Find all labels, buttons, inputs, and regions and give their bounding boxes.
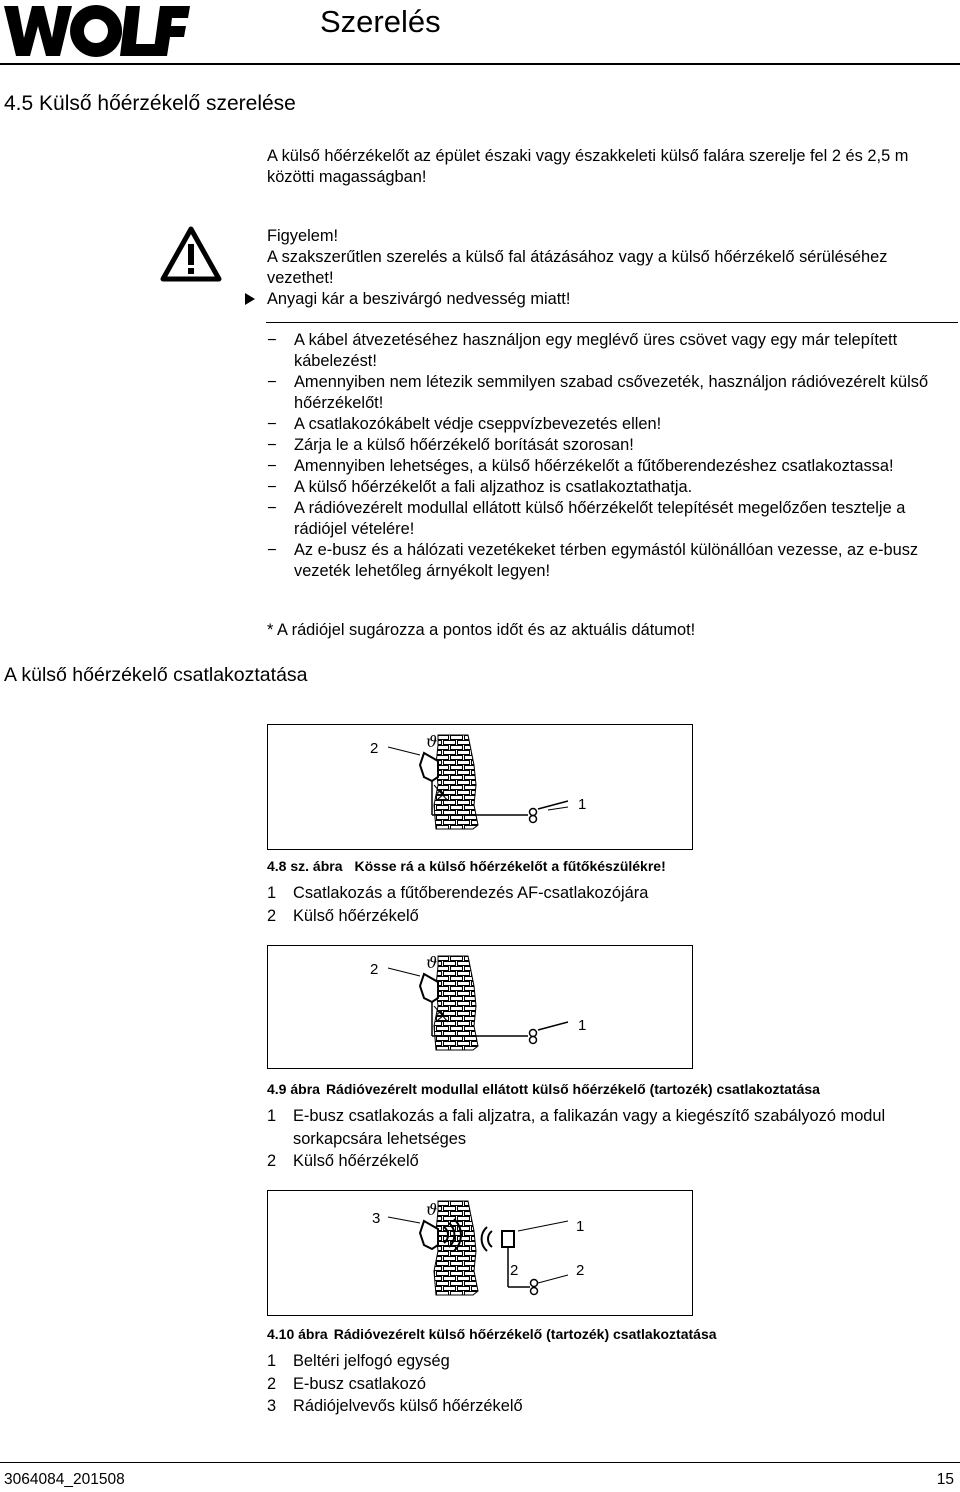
legend-item: 1 Beltéri jelfogó egység [267,1352,450,1370]
label-2a: 2 [370,961,379,978]
dash-marker: − [267,436,277,454]
figure-4-9 [267,945,693,1069]
figure-legend [267,1105,960,1173]
figure-legend [267,1350,960,1418]
label-3: 3 [372,1210,381,1227]
figure-4-8 [267,724,693,850]
dash-marker: − [267,478,277,496]
label-2b: 2 [436,1009,445,1026]
warning-divider [266,322,958,323]
warning-triangle-icon [160,226,222,282]
theta-symbol: ϑ [426,953,438,972]
theta-symbol: ϑ [426,1200,438,1219]
figure-4-10 [267,1190,693,1316]
note-text: * A rádiójel sugározza a pontos időt és az aktuális dátumot! [267,621,696,639]
list-item: − Az e-busz és a hálózati vezetékeket térben egymástól különállóan vezesse, az e-busz vezeték lehetőleg árnyékolt legyen! [267,541,919,580]
document-number: 3064084_201508 [4,1471,125,1488]
list-item: − A külső hőérzékelőt a fali aljzathoz is csatlakoztathatja. [267,478,693,496]
label-2b: 2 [576,1262,585,1279]
dash-marker: − [267,541,277,559]
figure-title: Rádióvezérelt modullal ellátott külső hőérzékelő (tartozék) csatlakoztatása [325,1081,820,1097]
label-1: 1 [578,1017,587,1034]
label-2b: 2 [436,788,445,805]
intro-paragraph: A külső hőérzékelőt az épület északi vagy északkeleti külső falára szerelje fel 2 és 2,5 m közötti magasságban! [267,147,909,186]
legend-item: 1 E-busz csatlakozás a fali aljzatra, a falikazán vagy a kiegészítő szabályozó modul sorkapcsára lehetséges [267,1107,886,1148]
list-item: − Zárja le a külső hőérzékelő borítását szorosan! [267,436,634,454]
figure-legend [267,882,960,927]
legend-item: 3 Rádiójelvevős külső hőérzékelő [267,1397,523,1415]
list-item: − Amennyiben nem létezik semmilyen szabad csővezeték, használjon rádióvezérelt külső hőérzékelőt! [267,373,929,412]
dash-marker: − [267,499,277,517]
section-title: 4.5 Külső hőérzékelő szerelése [4,92,296,115]
list-item: − A kábel átvezetéséhez használjon egy meglévő üres csövet vagy egy már telepített kábelezést! [267,331,898,370]
dash-marker: − [267,457,277,475]
label-2a: 2 [510,1262,519,1279]
arrow-bullet-icon [245,293,255,305]
list-item: − A csatlakozókábelt védje cseppvízbevezetés ellen! [267,415,662,433]
figure-number: 4.10 ábra [267,1326,328,1342]
list-item: − A rádióvezérelt modullal ellátott külső hőérzékelőt telepítését megelőzően tesztelje a rádiójel vételére! [267,499,906,538]
figure-4-10-diagram [268,1191,692,1315]
figure-caption [267,858,666,874]
warning-block [267,226,957,310]
footer-divider [0,1462,960,1463]
legend-item: 2 Külső hőérzékelő [267,906,419,925]
figure-caption [267,1326,717,1342]
legend-item: 1 Csatlakozás a fűtőberendezés AF-csatlakozójára [267,884,649,902]
page-number: 15 [936,1471,954,1488]
side-heading: A külső hőérzékelő csatlakoztatása [4,664,308,686]
warning-title: Figyelem! [267,227,339,245]
label-1: 1 [576,1218,585,1235]
figure-number: 4.8 sz. ábra [267,858,343,874]
dash-marker: − [267,415,277,433]
figure-4-9-diagram [268,946,692,1068]
figure-title: Kösse rá a külső hőérzékelőt a fűtőkészülékre! [354,858,666,874]
warning-consequence: Anyagi kár a beszivárgó nedvesség miatt! [267,290,571,308]
dash-marker: − [267,373,277,391]
list-item: − Amennyiben lehetséges, a külső hőérzékelőt a fűtőberendezéshez csatlakoztassa! [267,457,894,475]
legend-item: 2 E-busz csatlakozó [267,1374,427,1393]
legend-item: 2 Külső hőérzékelő [267,1152,419,1170]
header-divider [0,63,960,65]
figure-number: 4.9 ábra [267,1081,320,1097]
wolf-logo [4,4,190,58]
figure-title: Rádióvezérelt külső hőérzékelő (tartozék) csatlakoztatása [333,1326,717,1342]
figure-caption [267,1081,820,1097]
page-header-title: Szerelés [320,4,441,39]
dash-marker: − [267,331,277,349]
label-2a: 2 [370,740,379,757]
warning-text: A szakszerűtlen szerelés a külső fal átázásához vagy a külső hőérzékelő sérüléséhez vezethet! [267,248,888,287]
label-1: 1 [578,796,587,813]
theta-symbol: ϑ [426,732,438,751]
figure-4-8-diagram [268,725,692,849]
instruction-list [267,330,957,582]
